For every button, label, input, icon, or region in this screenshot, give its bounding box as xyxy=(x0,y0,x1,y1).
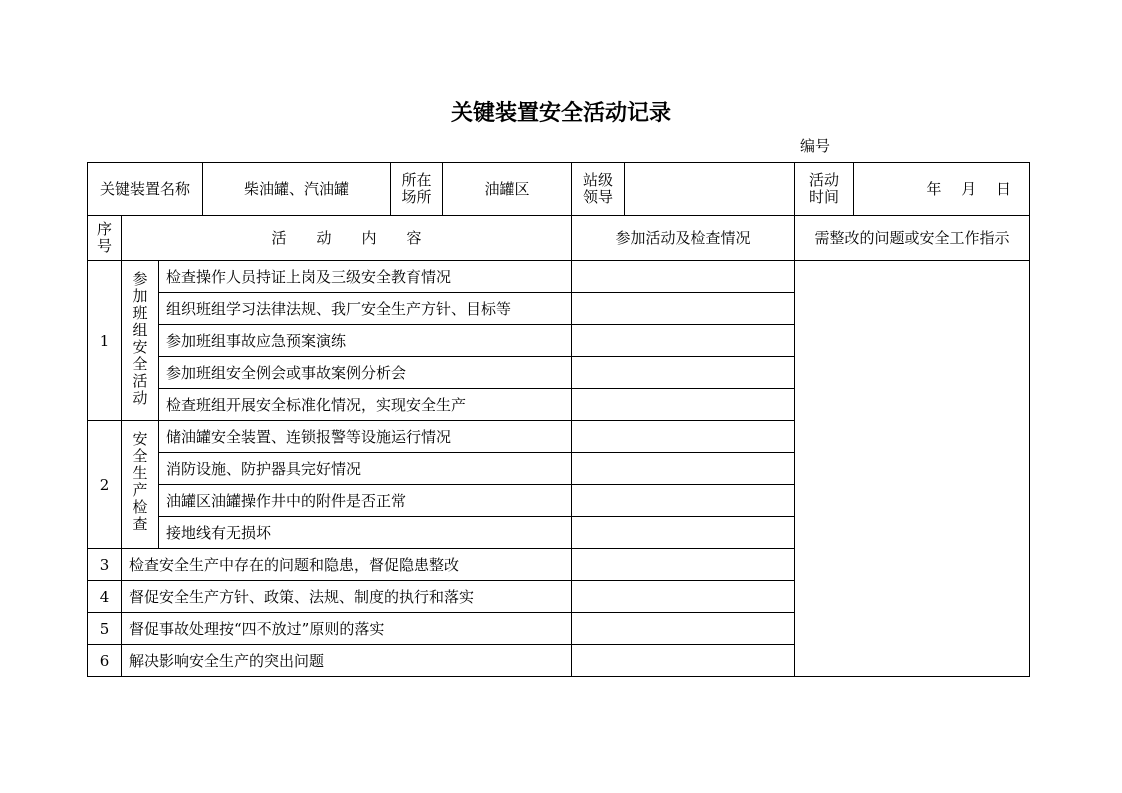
participation-cell[interactable] xyxy=(572,453,795,485)
header-row xyxy=(88,163,1030,216)
activity-item: 组织班组学习法律法规、我厂安全生产方针、目标等 xyxy=(159,293,572,325)
participation-cell[interactable] xyxy=(572,549,795,581)
category-label: 参加班组安全活动 xyxy=(132,270,148,407)
activity-item: 检查安全生产中存在的问题和隐患，督促隐患整改 xyxy=(122,549,572,581)
table-row xyxy=(88,261,1030,293)
seq-cell: 4 xyxy=(88,581,122,613)
activity-item: 督促安全生产方针、政策、法规、制度的执行和落实 xyxy=(122,581,572,613)
activity-record-table xyxy=(87,162,1030,677)
participation-cell[interactable] xyxy=(572,581,795,613)
participation-cell[interactable] xyxy=(572,613,795,645)
participation-cell[interactable] xyxy=(572,485,795,517)
participation-cell[interactable] xyxy=(572,293,795,325)
participation-cell[interactable] xyxy=(572,389,795,421)
participation-cell[interactable] xyxy=(572,325,795,357)
activity-item: 检查操作人员持证上岗及三级安全教育情况 xyxy=(159,261,572,293)
document-title: 关键装置安全活动记录 xyxy=(450,101,671,126)
device-name-value[interactable]: 柴油罐、汽油罐 xyxy=(203,163,391,216)
seq-cell: 6 xyxy=(88,645,122,677)
location-value[interactable]: 油罐区 xyxy=(443,163,572,216)
content-header: 活 动 内 容 xyxy=(122,216,572,261)
activity-time-label: 活动时间 xyxy=(795,163,854,216)
participation-cell[interactable] xyxy=(572,645,795,677)
column-header-row xyxy=(88,216,1030,261)
activity-item: 检查班组开展安全标准化情况，实现安全生产 xyxy=(159,389,572,421)
participation-cell[interactable] xyxy=(572,261,795,293)
rectification-cell[interactable] xyxy=(795,261,1030,677)
participation-cell[interactable] xyxy=(572,421,795,453)
seq-cell: 3 xyxy=(88,549,122,581)
activity-time-value[interactable]: 年 月 日 xyxy=(854,163,1030,216)
participation-cell[interactable] xyxy=(572,517,795,549)
serial-number-label: 编号 xyxy=(800,137,831,155)
category-cell xyxy=(122,261,159,421)
seq-cell: 1 xyxy=(88,261,122,421)
activity-item: 消防设施、防护器具完好情况 xyxy=(159,453,572,485)
seq-cell: 5 xyxy=(88,613,122,645)
rectification-header: 需整改的问题或安全工作指示 xyxy=(795,216,1030,261)
activity-item: 参加班组事故应急预案演练 xyxy=(159,325,572,357)
activity-item: 解决影响安全生产的突出问题 xyxy=(122,645,572,677)
activity-item: 接地线有无损坏 xyxy=(159,517,572,549)
seq-cell: 2 xyxy=(88,421,122,549)
station-leader-value[interactable] xyxy=(625,163,795,216)
seq-header: 序号 xyxy=(88,216,122,261)
category-label: 安全生产检查 xyxy=(132,430,148,533)
activity-item: 储油罐安全装置、连锁报警等设施运行情况 xyxy=(159,421,572,453)
activity-item: 参加班组安全例会或事故案例分析会 xyxy=(159,357,572,389)
device-name-label: 关键装置名称 xyxy=(88,163,203,216)
activity-item: 督促事故处理按“四不放过”原则的落实 xyxy=(122,613,572,645)
participation-cell[interactable] xyxy=(572,357,795,389)
participation-header: 参加活动及检查情况 xyxy=(572,216,795,261)
station-leader-label: 站级领导 xyxy=(572,163,625,216)
location-label: 所在场所 xyxy=(391,163,443,216)
activity-item: 油罐区油罐操作井中的附件是否正常 xyxy=(159,485,572,517)
category-cell xyxy=(122,421,159,549)
